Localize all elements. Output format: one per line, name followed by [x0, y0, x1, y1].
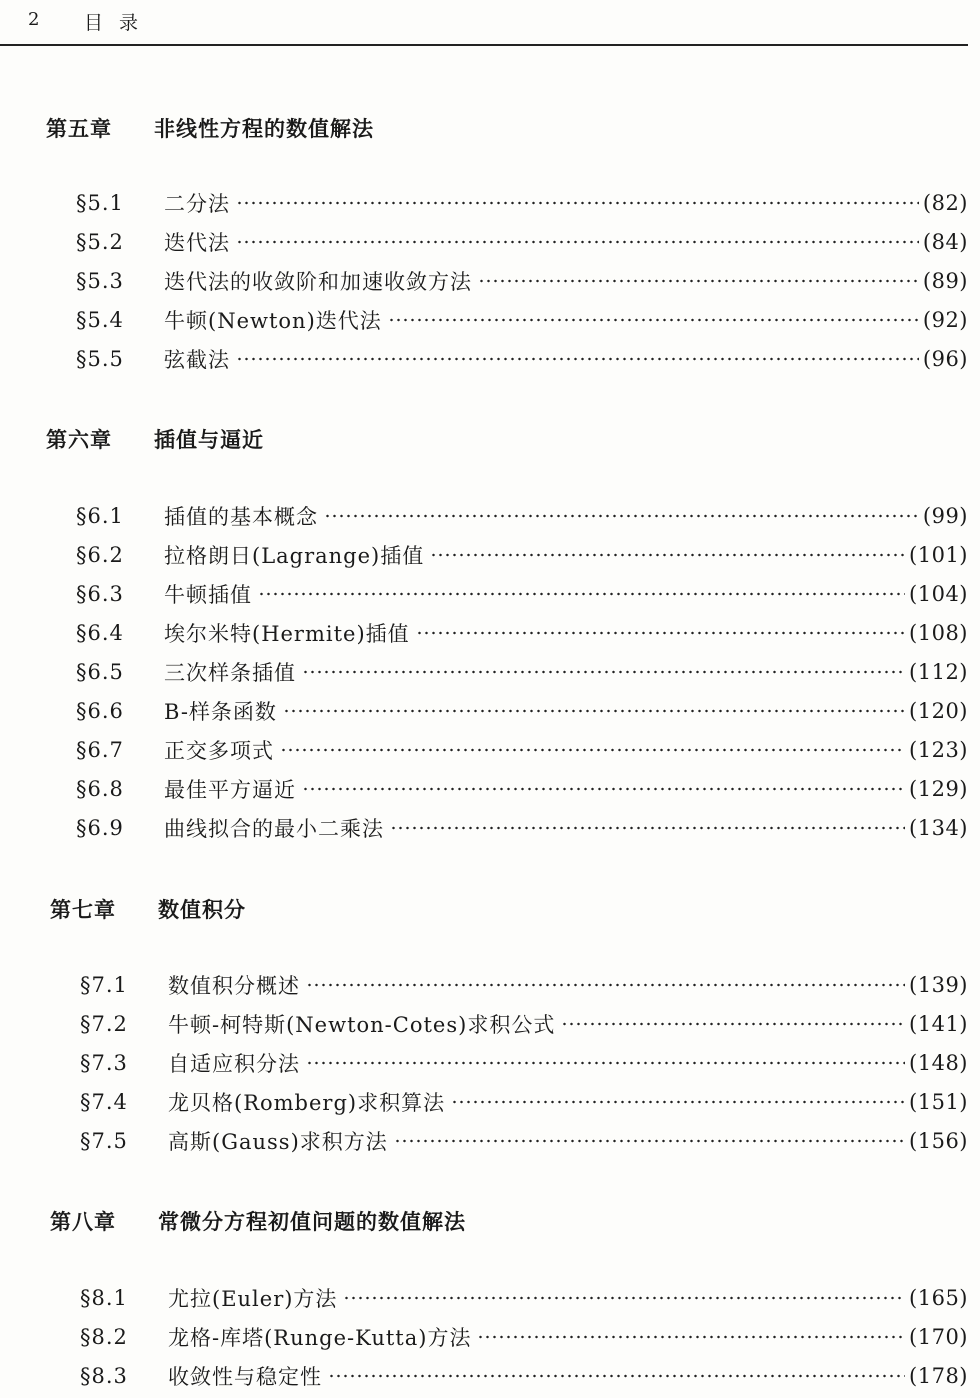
header-title: 目录	[84, 12, 155, 34]
section-number: §7.3	[80, 1051, 128, 1075]
dot-leader	[561, 1021, 905, 1027]
dot-leader	[236, 200, 919, 206]
toc-entry-7-5[interactable]	[80, 1124, 968, 1158]
toc-entry-6-5[interactable]	[76, 655, 968, 689]
chapter-6-heading	[46, 424, 264, 454]
section-number: §8.2	[80, 1325, 128, 1349]
section-title: 曲线拟合的最小二乘法	[164, 817, 384, 841]
section-number: §6.5	[76, 660, 124, 684]
dot-leader	[451, 1099, 905, 1105]
section-number: §5.2	[76, 230, 124, 254]
section-title: 牛顿(Newton)迭代法	[164, 309, 382, 333]
toc-entry-6-3[interactable]	[76, 577, 968, 611]
section-number: §6.9	[76, 816, 124, 840]
dot-leader	[478, 278, 919, 284]
section-page: (101)	[909, 543, 968, 567]
section-title: 弦截法	[164, 348, 230, 372]
section-title: 收敛性与稳定性	[168, 1365, 322, 1389]
toc-entry-5-1[interactable]	[76, 186, 968, 220]
section-title: 迭代法的收敛阶和加速收敛方法	[164, 270, 472, 294]
section-title: 数值积分概述	[168, 974, 300, 998]
toc-entry-7-3[interactable]	[80, 1046, 968, 1080]
section-page: (96)	[922, 347, 968, 371]
toc-entry-8-2[interactable]	[80, 1320, 968, 1354]
section-title: 三次样条插值	[164, 661, 296, 685]
dot-leader	[236, 356, 919, 362]
dot-leader	[477, 1334, 905, 1340]
dot-leader	[280, 747, 905, 753]
section-title: 高斯(Gauss)求积方法	[168, 1130, 388, 1154]
section-title: 插值的基本概念	[164, 505, 318, 529]
section-number: §6.2	[76, 543, 124, 567]
section-number: §8.1	[80, 1286, 128, 1310]
dot-leader	[283, 708, 905, 714]
chapter-label: 第五章	[46, 117, 112, 141]
section-number: §7.2	[80, 1012, 128, 1036]
toc-entry-6-9[interactable]	[76, 811, 968, 845]
section-title: 尤拉(Euler)方法	[168, 1287, 338, 1311]
dot-leader	[324, 513, 919, 519]
section-title: 龙贝格(Romberg)求积算法	[168, 1091, 446, 1115]
dot-leader	[430, 552, 905, 558]
section-page: (139)	[909, 973, 968, 997]
section-title: 自适应积分法	[168, 1052, 300, 1076]
chapter-title: 非线性方程的数值解法	[154, 117, 374, 141]
section-number: §5.1	[76, 191, 124, 215]
toc-entry-5-2[interactable]	[76, 225, 968, 259]
section-number: §5.3	[76, 269, 124, 293]
toc-entry-5-4[interactable]	[76, 303, 968, 337]
section-title: 龙格-库塔(Runge-Kutta)方法	[168, 1326, 472, 1350]
page-header	[0, 0, 968, 46]
section-number: §6.7	[76, 738, 124, 762]
section-number: §6.1	[76, 504, 124, 528]
section-page: (129)	[909, 777, 968, 801]
section-number: §6.8	[76, 777, 124, 801]
section-page: (120)	[909, 699, 968, 723]
dot-leader	[394, 1138, 905, 1144]
chapter-title: 数值积分	[158, 898, 246, 922]
section-number: §5.5	[76, 347, 124, 371]
toc-entry-6-2[interactable]	[76, 538, 968, 572]
section-title: 牛顿插值	[164, 583, 252, 607]
section-page: (92)	[922, 308, 968, 332]
section-page: (170)	[909, 1325, 968, 1349]
section-title: 正交多项式	[164, 739, 274, 763]
toc-entry-5-5[interactable]	[76, 342, 968, 376]
section-title: 拉格朗日(Lagrange)插值	[164, 544, 425, 568]
section-number: §6.4	[76, 621, 124, 645]
dot-leader	[302, 669, 905, 675]
dot-leader	[388, 317, 919, 323]
section-number: §7.4	[80, 1090, 128, 1114]
dot-leader	[328, 1373, 905, 1379]
dot-leader	[343, 1295, 905, 1301]
section-page: (89)	[922, 269, 968, 293]
section-page: (156)	[909, 1129, 968, 1153]
chapter-5-heading	[46, 113, 374, 143]
dot-leader	[236, 239, 919, 245]
section-page: (141)	[909, 1012, 968, 1036]
toc-entry-6-8[interactable]	[76, 772, 968, 806]
toc-entry-8-1[interactable]	[80, 1281, 968, 1315]
dot-leader	[390, 825, 905, 831]
section-page: (104)	[909, 582, 968, 606]
section-title: B-样条函数	[164, 700, 277, 724]
toc-entry-5-3[interactable]	[76, 264, 968, 298]
section-page: (99)	[922, 504, 968, 528]
section-page: (178)	[909, 1364, 968, 1388]
chapter-label: 第八章	[50, 1210, 116, 1234]
chapter-title: 插值与逼近	[154, 428, 264, 452]
chapter-title: 常微分方程初值问题的数值解法	[158, 1210, 466, 1234]
chapter-8-heading	[50, 1206, 466, 1236]
toc-entry-7-2[interactable]	[80, 1007, 968, 1041]
chapter-7-heading	[50, 894, 246, 924]
section-page: (165)	[909, 1286, 968, 1310]
dot-leader	[306, 1060, 905, 1066]
dot-leader	[416, 630, 905, 636]
section-page: (108)	[909, 621, 968, 645]
section-page: (112)	[909, 660, 968, 684]
toc-entry-6-4[interactable]	[76, 616, 968, 650]
chapter-label: 第七章	[50, 898, 116, 922]
section-title: 埃尔米特(Hermite)插值	[164, 622, 410, 646]
section-page: (123)	[909, 738, 968, 762]
toc-entry-6-1[interactable]	[76, 499, 968, 533]
section-number: §6.6	[76, 699, 124, 723]
section-title: 最佳平方逼近	[164, 778, 296, 802]
section-number: §6.3	[76, 582, 124, 606]
section-title: 牛顿-柯特斯(Newton-Cotes)求积公式	[168, 1013, 556, 1037]
section-page: (134)	[909, 816, 968, 840]
toc-entry-7-1[interactable]	[80, 968, 968, 1002]
chapter-label: 第六章	[46, 428, 112, 452]
dot-leader	[306, 982, 905, 988]
dot-leader	[258, 591, 905, 597]
toc-entry-6-6[interactable]	[76, 694, 968, 728]
section-number: §7.1	[80, 973, 128, 997]
section-page: (82)	[922, 191, 968, 215]
toc-entry-6-7[interactable]	[76, 733, 968, 767]
section-page: (84)	[922, 230, 968, 254]
section-title: 迭代法	[164, 231, 230, 255]
section-number: §5.4	[76, 308, 124, 332]
toc-entry-7-4[interactable]	[80, 1085, 968, 1119]
dot-leader	[302, 786, 905, 792]
toc-entry-8-3[interactable]	[80, 1359, 968, 1393]
section-number: §7.5	[80, 1129, 128, 1153]
section-page: (151)	[909, 1090, 968, 1114]
section-page: (148)	[909, 1051, 968, 1075]
section-number: §8.3	[80, 1364, 128, 1388]
section-title: 二分法	[164, 192, 230, 216]
page-number: 2	[28, 9, 40, 30]
